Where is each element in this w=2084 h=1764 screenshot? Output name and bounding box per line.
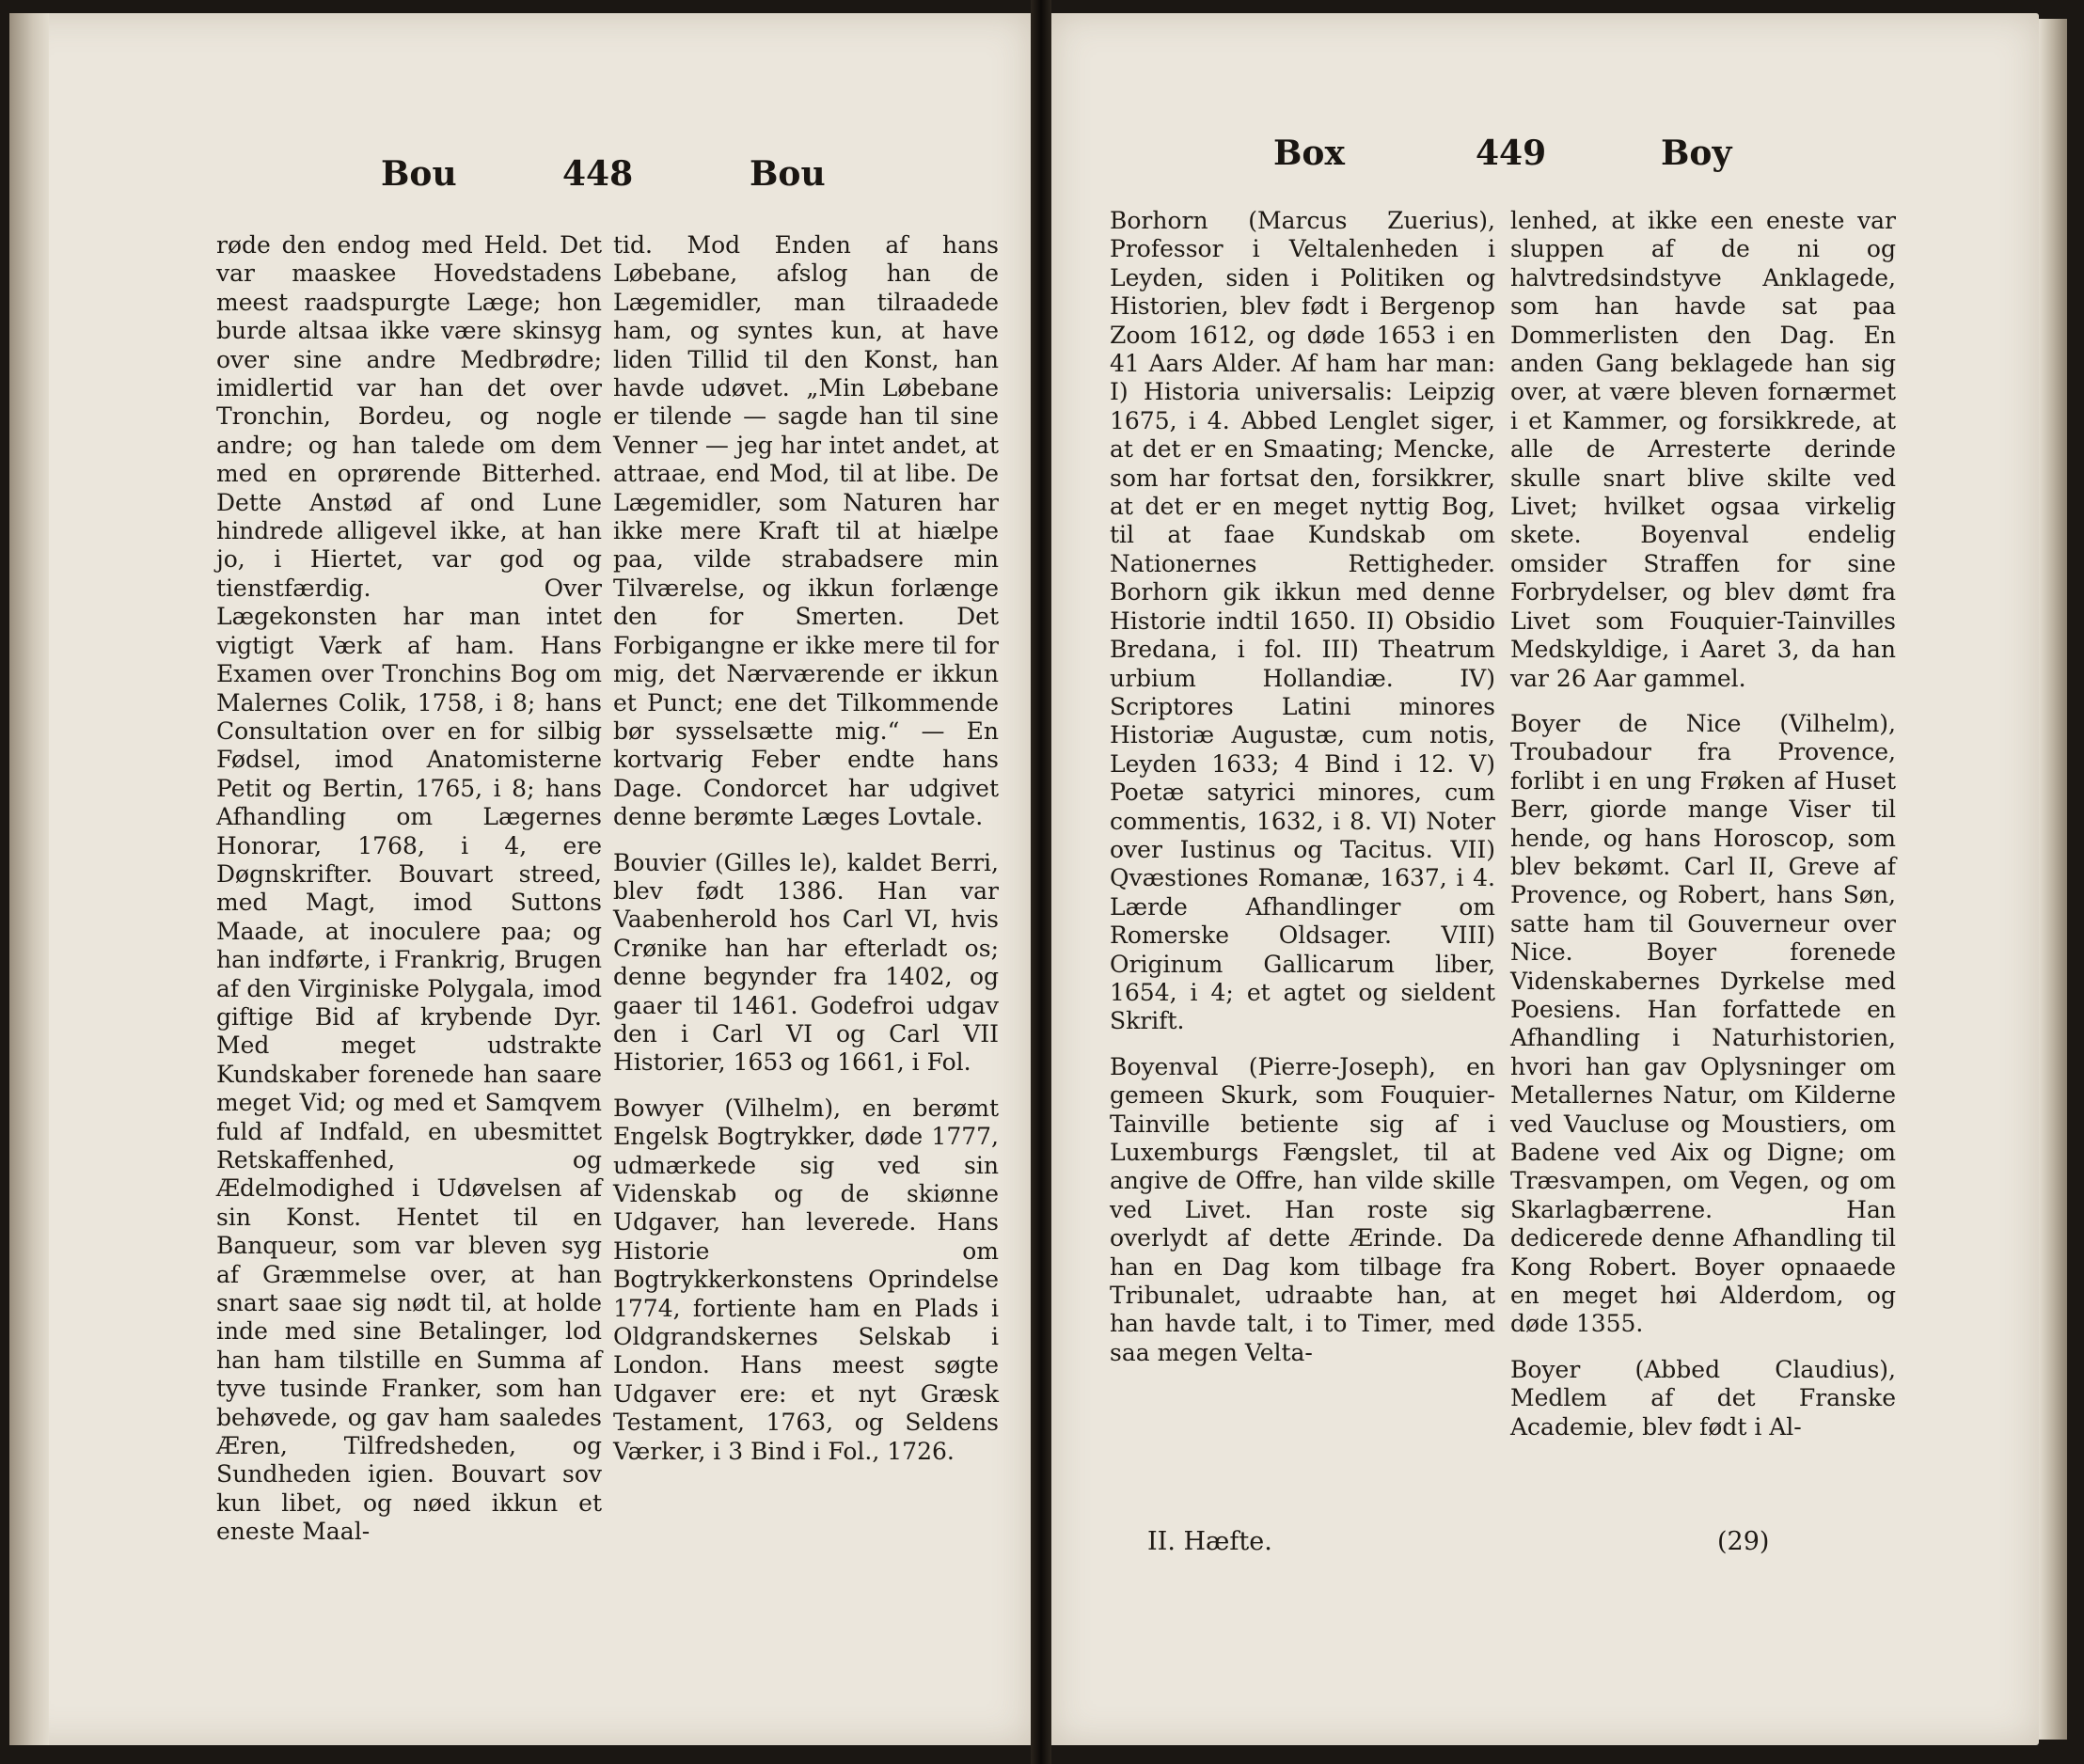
paragraph: tid. Mod Enden af hans Løbebane, afslog han de Lægemidler, man tilraadede ham, og syntes kun, at have liden Tillid til den Konst, han havde udøvet. „Min Løbebane er tilende — sagde han til sine Venner — jeg har intet andet, at attraae, end Mod, til at libe. De Lægemidler, som Naturen har ikke mere Kraft til at hiælpe paa, vilde strabadsere min Tilværelse, og ikkun forlænge den for Smerten. Det Forbigangne er ikke mere til for mig, det Nærværende er ikkun et Punct; ene det Tilkommende bør sysselsætte mig.“ — En kortvarig Feber endte hans Dage. Condorcet har udgivet denne berømte Læges Lovtale. — [613, 231, 999, 831]
right-page-header — [1051, 134, 2039, 190]
paragraph: lenhed, at ikke een eneste var sluppen af de ni og halvtredsindstyve Anklagede, som han havde sat paa Dommerlisten den Dag. En anden Gang beklagede han sig over, at være bleven fornærmet i et Kammer, og forsikkrede, at alle de Arresterte derinde skulle snart blive skilte ved Livet; hvilket ogsaa virkelig skete. Boyenval endelig omsider Straffen for sine Forbrydelser, og blev dømt fra Livet som Fouquier-Tainvilles Medskyldige, i Aaret 3, da han var 26 Aar gammel. — [1510, 207, 1896, 692]
left-page-column-1 — [216, 231, 602, 1547]
left-page-edge — [9, 13, 49, 1745]
right-page-edge — [2039, 19, 2067, 1740]
left-page-header — [9, 154, 1031, 211]
entry-borhorn: Borhorn (Marcus Zuerius), Professor i Veltalenheden i Leyden, siden i Politiken og Historien, blev født i Bergenop Zoom 1612, og døde 1653 i en 41 Aars Alder. Af ham har man: I) Historia universalis: Leipzig 1675, i 4. Abbed Lenglet siger, at det er en Smaating; Mencke, som har fortsat den, forsikkrer, at det er en meget nyttig Bog, til at faae Kundskab om Nationernes Rettigheder. Borhorn gik ikkun med denne Historie indtil 1650. II) Obsidio Bredana, i fol. III) Theatrum urbium Hollandiæ. IV) Scriptores Latini minores Historiæ Augustæ, cum notis, Leyden 1633; 4 Bind i 12. V) Poetæ satyrici minores, cum commentis, 1632, i 8. VI) Noter over Iustinus og Tacitus. VII) Qvæstiones Romanæ, 1637, i 4. Lærde Afhandlinger om Romerske Oldsager. VIII) Originum Gallicarum liber, 1654, i 4; et agtet og sieldent Skrift. — [1110, 207, 1495, 1035]
right-page — [1051, 13, 2039, 1745]
right-page-column-2 — [1510, 207, 1896, 1441]
entry-boyer-de-nice: Boyer de Nice (Vilhelm), Troubadour fra Provence, forlibt i en ung Frøken af Huset Berr, giorde mange Viser til hende, og hans Horoscop, som blev bekømt. Carl II, Greve af Provence, og Robert, hans Søn, satte ham til Gouverneur over Nice. Boyer forenede Videnskabernes Dyrkelse med Poesiens. Han forfattede en Afhandling i Naturhistorien, hvori han gav Oplysninger om Metallernes Natur, om Kilderne ved Vaucluse og Moustiers, om Badene ved Aix og Digne; om Træsvampen, om Vegen, og om Skarlagbærrene. Han dedicerede denne Afhandling til Kong Robert. Boyer opnaaede en meget høi Alderdom, og døde 1355. — [1510, 709, 1896, 1338]
left-page — [9, 13, 1031, 1745]
entry-bowyer: Bowyer (Vilhelm), en berømt Engelsk Bogtrykker, døde 1777, udmærkede sig ved sin Videnskab og de skiønne Udgaver, han leverede. Hans Historie om Bogtrykkerkonstens Oprindelse 1774, fortiente ham en Plads i Oldgrandskernes Selskab i London. Hans meest søgte Udgaver ere: et nyt Græsk Testament, 1763, og Seldens Værker, i 3 Bind i Fol., 1726. — [613, 1094, 999, 1465]
entry-boyenval: Boyenval (Pierre-Joseph), en gemeen Skurk, som Fouquier-Tainville betiente sig af i Luxemburgs Fængslet, til at angive de Offre, han vilde skille ved Livet. Han roste sig overlydt af dette Ærinde. Da han en Dag kom tilbage fra Tribunalet, udraabte han, at han havde talt, i to Timer, med saa megen Velta- — [1110, 1052, 1495, 1366]
entry-boyer-claudius: Boyer (Abbed Claudius), Medlem af det Franske Academie, blev født i Al- — [1510, 1355, 1896, 1441]
footer-sheet-number: (29) — [1717, 1527, 1770, 1556]
paragraph: røde den endog med Held. Det var maaskee Hovedstadens meest raadspurgte Læge; hon burde altsaa ikke være skinsyg over sine andre Medbrødre; imidlertid var han det over Tronchin, Bordeu, og nogle andre; og han talede om dem med en oprørende Bitterhed. Dette Anstød af ond Lune hindrede alligevel ikke, at han jo, i Hiertet, var god og tienstfærdig. Over Lægekonsten har man intet vigtigt Værk af ham. Hans Examen over Tronchins Bog om Malernes Colik, 1758, i 8; hans Consultation over en for silbig Fødsel, imod Anatomisterne Petit og Bertin, 1765, i 8; hans Afhandling om Lægernes Honorar, 1768, i 4, ere Døgnskrifter. Bouvart streed, med Magt, imod Suttons Maade, at inoculere paa; og han indførte, i Frankrig, Brugen af den Virginiske Polygala, imod giftige Bid af krybende Dyr. Med meget udstrakte Kundskaber forenede han saare meget Vid; og med et Samqvem fuld af Indfald, en ubesmittet Retskaffenhed, og Ædelmodighed i Udøvelsen af sin Konst. Hentet til en Banqueur, som var bleven syg af Græmmelse over, at han snart saae sig nødt til, at holde inde med sine Betalinger, lod han ham tilstille en Summa af tyve tusinde Franker, som han behøvede, og gav ham saaledes Æren, Tilfredsheden, og Sundheden igien. Bouvart sov kun libet, og nøed ikkun et eneste Maal- — [216, 231, 602, 1546]
page-number: 449 — [1476, 134, 1547, 173]
header-right-word: Boy — [1661, 134, 1732, 173]
header-left-word: Bou — [381, 154, 457, 194]
right-page-column-1 — [1110, 207, 1495, 1367]
footer-signature: II. Hæfte. — [1147, 1527, 1272, 1556]
entry-bouvier: Bouvier (Gilles le), kaldet Berri, blev født 1386. Han var Vaabenherold hos Carl VI, hvis Crønike han har efterladt os; denne begynder fra 1402, og gaaer til 1461. Godefroi udgav den i Carl VI og Carl VII Historier, 1653 og 1661, i Fol. — [613, 848, 999, 1077]
page-number: 448 — [562, 154, 634, 194]
book-gutter — [1031, 0, 1051, 1764]
header-left-word: Box — [1273, 134, 1345, 173]
left-page-column-2 — [613, 231, 999, 1466]
header-right-word: Bou — [750, 154, 826, 194]
